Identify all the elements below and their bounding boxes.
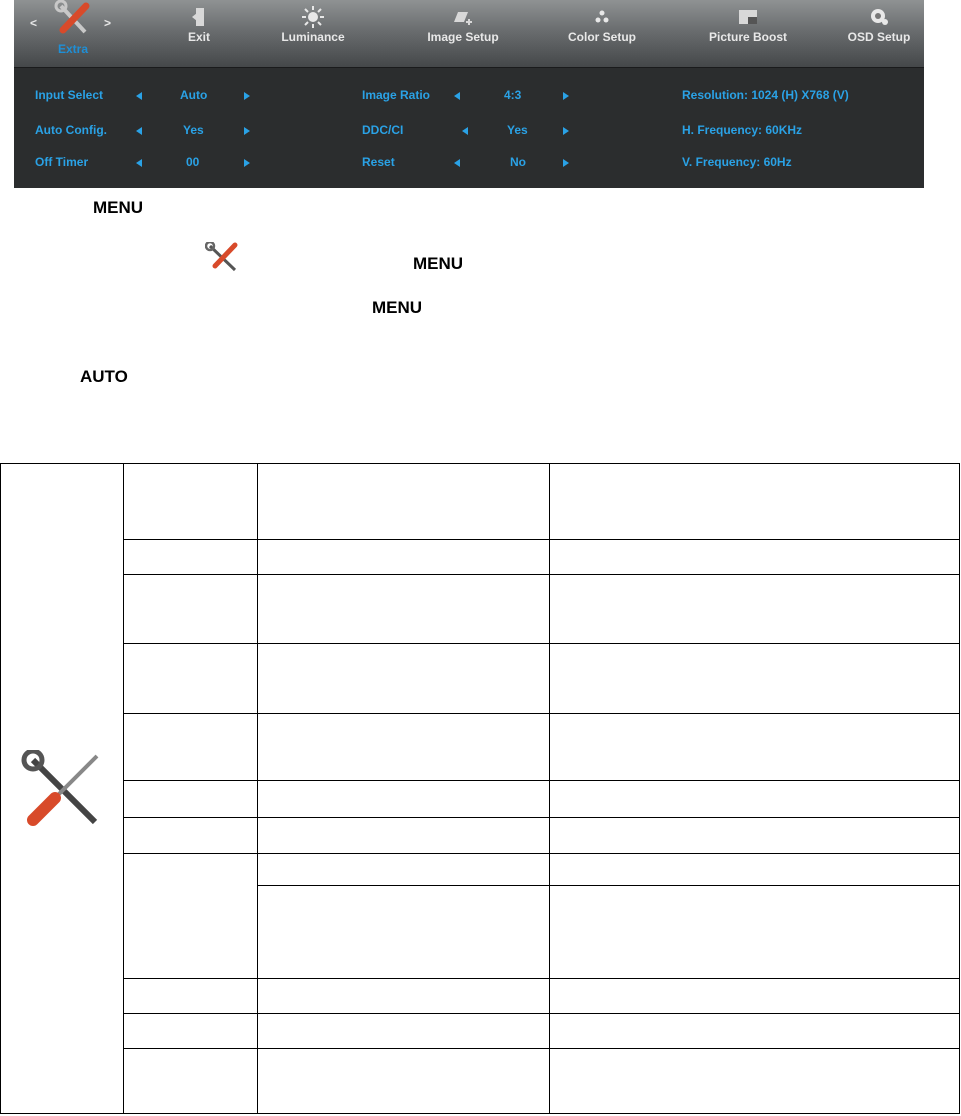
off-timer-label: Off Timer [35,155,89,169]
tab-exit[interactable] [179,6,219,44]
row-divider [123,643,959,644]
tab-extra[interactable] [44,0,102,56]
osd-menu [14,0,924,188]
row-divider [123,978,959,979]
exit-icon [179,6,219,28]
off-timer-value: 00 [186,155,200,169]
arrow-left-icon[interactable] [462,127,468,135]
input-select-label: Input Select [35,88,104,102]
tab-color-setup[interactable] [562,6,642,44]
tab-picture-boost[interactable] [702,6,794,44]
row-divider [123,817,959,818]
column-divider [549,464,550,1113]
row-divider [257,885,959,886]
row-divider [123,539,959,540]
osd-settings-panel [14,68,924,188]
v-frequency-info: V. Frequency: 60Hz [682,155,792,169]
tab-osd-setup[interactable] [844,6,914,44]
column-divider [123,464,124,1113]
image-ratio-label: Image Ratio [362,88,431,102]
h-frequency-info: H. Frequency: 60KHz [682,123,803,137]
osd-nav-left-arrow[interactable]: < [30,16,38,30]
color-dots-icon [562,6,642,28]
tab-label: Picture Boost [708,30,787,44]
arrow-right-icon[interactable] [563,92,569,100]
tab-label: Image Setup [427,30,499,44]
auto-config-label: Auto Config. [35,123,107,137]
arrow-left-icon[interactable] [454,92,460,100]
arrow-left-icon[interactable] [136,127,142,135]
tools-icon [205,242,241,279]
auto-config-value: Yes [183,123,204,137]
arrow-right-icon[interactable] [244,159,250,167]
row-divider [123,1048,959,1049]
picture-boost-icon [702,6,794,28]
arrow-right-icon[interactable] [563,127,569,135]
reset-label: Reset [362,155,395,169]
arrow-left-icon[interactable] [136,159,142,167]
image-ratio-value: 4:3 [504,88,522,102]
menu-key-label: MENU [93,198,144,217]
column-divider [257,464,258,1113]
tools-icon [44,0,102,40]
image-setup-icon [420,6,506,28]
tab-label: Extra [57,42,89,56]
ddc-ci-value: Yes [507,123,528,137]
arrow-right-icon[interactable] [244,92,250,100]
arrow-left-icon[interactable] [136,92,142,100]
row-divider [123,780,959,781]
arrow-right-icon[interactable] [563,159,569,167]
osd-nav-right-arrow[interactable]: > [104,16,112,30]
tab-label: Exit [187,30,210,44]
tab-label: Luminance [281,30,345,44]
osd-setup-icon [844,6,914,28]
auto-key-label: AUTO [80,367,128,386]
row-divider [123,574,959,575]
tab-image-setup[interactable] [420,6,506,44]
menu-key-label: MENU [413,254,464,273]
arrow-left-icon[interactable] [454,159,460,167]
ddc-ci-label: DDC/CI [362,123,404,137]
sun-icon [277,6,349,28]
tab-label: OSD Setup [847,30,911,44]
menu-key-label: MENU [372,298,423,317]
arrow-right-icon[interactable] [244,127,250,135]
row-divider [123,1013,959,1014]
row-divider [123,853,959,854]
tab-luminance[interactable] [277,6,349,44]
extra-settings-table [0,463,960,1114]
tab-label: Color Setup [568,30,636,44]
resolution-info: Resolution: 1024 (H) X768 (V) [682,88,849,102]
tools-icon [21,750,105,835]
input-select-value: Auto [180,88,208,102]
osd-tab-bar [14,0,924,68]
reset-value: No [510,155,526,169]
row-divider [123,713,959,714]
